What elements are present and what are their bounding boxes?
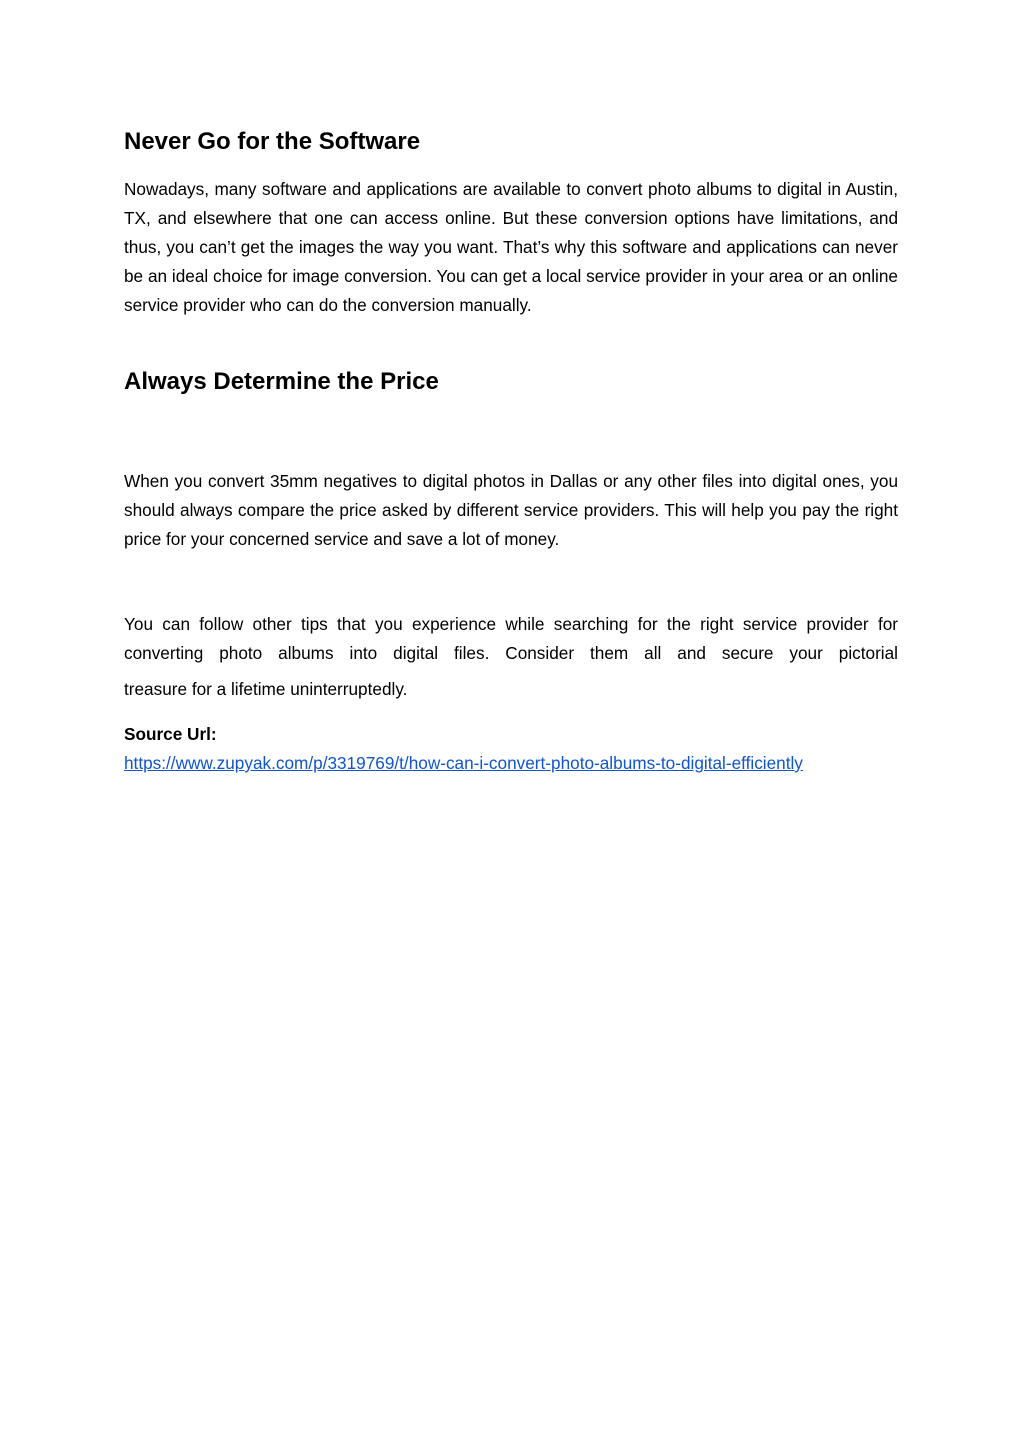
source-url-link[interactable]: https://www.zupyak.com/p/3319769/t/how-can-i-convert-photo-albums-to-digital-efficiently	[124, 753, 803, 773]
closing-paragraph	[124, 610, 898, 704]
closing-paragraph-last-line: treasure for a lifetime uninterruptedly.	[124, 679, 408, 699]
source-block	[124, 720, 898, 778]
section-heading-price: Always Determine the Price	[124, 368, 439, 395]
closing-paragraph-text: You can follow other tips that you experience while searching for the right service provider for converting photo albums into digital files. Consider them all and secure your pictorial	[124, 614, 898, 663]
section-heading-software: Never Go for the Software	[124, 128, 421, 155]
section-paragraph-software: Nowadays, many software and applications are available to convert photo albums to digital in Austin, TX, and elsewhere that one can access online. But these conversion options have limitations, and thus, you can’t get the images the way you want. That’s why this software and applications can never be an ideal choice for image conversion. You can get a local service provider in your area or an online service provider who can do the conversion manually.	[124, 179, 898, 315]
section-paragraph-price: When you convert 35mm negatives to digital photos in Dallas or any other files into digital ones, you should always compare the price asked by different service providers. This will help you pay the right price for your concerned service and save a lot of money.	[124, 471, 898, 549]
source-label: Source Url:	[124, 724, 217, 744]
